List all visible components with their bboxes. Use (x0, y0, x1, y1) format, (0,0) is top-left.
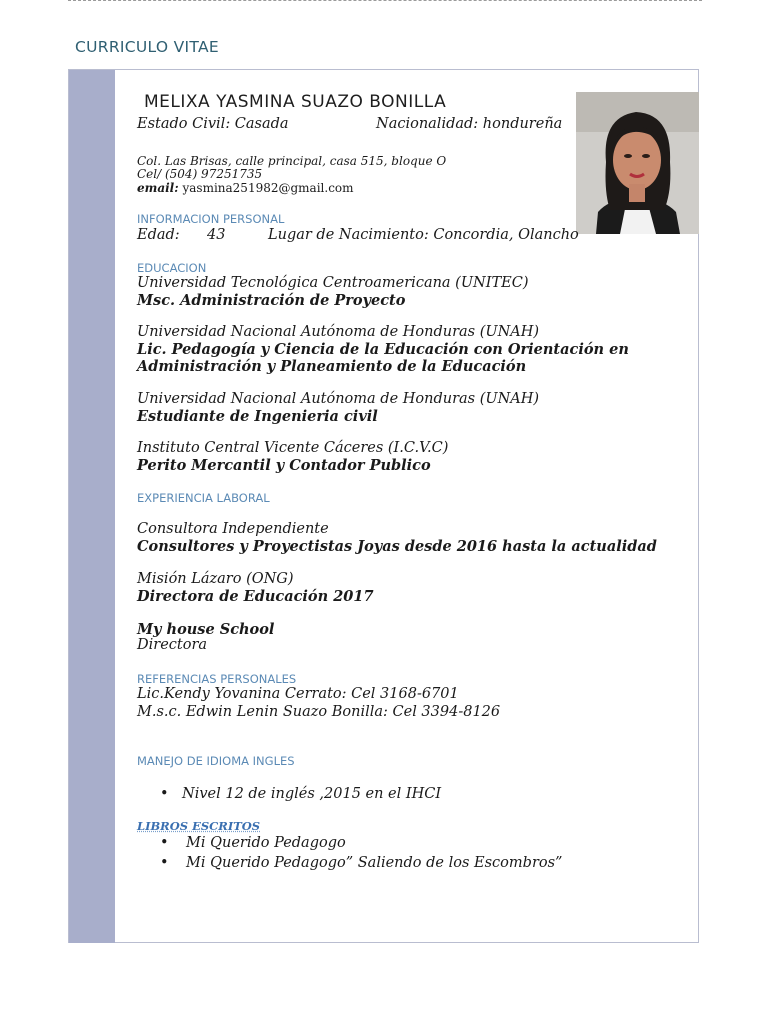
reference-item: Lic.Kendy Yovanina Cerrato: Cel 3168-6701 (137, 686, 459, 702)
education-degree: Lic. Pedagogía y Ciencia de la Educación con Orientación en (137, 341, 629, 358)
phone: Cel/ (504) 97251735 (137, 167, 263, 181)
education-degree: Perito Mercantil y Contador Publico (137, 457, 431, 474)
book-item-text: Mi Querido Pedagogo (186, 835, 346, 851)
email-label: email: (137, 181, 179, 195)
education-institution: Universidad Nacional Autónoma de Honduras (UNAH) (137, 324, 540, 340)
nationality: Nacionalidad: hondureña (376, 116, 563, 132)
section-heading-books: LIBROS ESCRITOS (137, 819, 261, 833)
book-item (160, 835, 346, 851)
education-degree: Administración y Planeamiento de la Educación (137, 358, 527, 375)
section-heading-experience: EXPERIENCIA LABORAL (137, 491, 270, 505)
education-institution: Universidad Tecnológica Centroamericana (UNITEC) (137, 275, 529, 291)
section-heading-personal: INFORMACION PERSONAL (137, 212, 285, 226)
profile-photo (576, 92, 699, 234)
experience-employer: Misión Lázaro (ONG) (137, 571, 294, 587)
language-item (160, 786, 441, 802)
section-heading-references: REFERENCIAS PERSONALES (137, 672, 297, 686)
reference-item: M.s.c. Edwin Lenin Suazo Bonilla: Cel 3394-8126 (137, 704, 501, 720)
bullet-icon: • (160, 786, 169, 802)
language-item-text: Nivel 12 de inglés ,2015 en el IHCI (182, 786, 442, 802)
civil-status: Estado Civil: Casada (137, 116, 289, 132)
age-value: 43 (207, 227, 226, 243)
experience-role: Directora (137, 637, 208, 653)
education-institution: Universidad Nacional Autónoma de Honduras (UNAH) (137, 391, 540, 407)
experience-role: Consultores y Proyectistas Joyas desde 2016 hasta la actualidad (137, 538, 657, 555)
book-item-text: Mi Querido Pedagogo” Saliendo de los Escombros” (186, 855, 563, 871)
bullet-icon: • (160, 855, 169, 871)
decorative-side-bar (69, 70, 115, 943)
experience-employer: My house School (137, 621, 275, 638)
section-heading-education: EDUCACION (137, 261, 207, 275)
experience-employer: Consultora Independiente (137, 521, 329, 537)
birthplace: Lugar de Nacimiento: Concordia, Olancho (268, 227, 579, 243)
email-row (137, 181, 354, 195)
education-degree: Estudiante de Ingenieria civil (137, 408, 378, 425)
bullet-icon: • (160, 835, 169, 851)
age-label: Edad: (137, 227, 180, 243)
education-institution: Instituto Central Vicente Cáceres (I.C.V.C) (137, 440, 449, 456)
top-dashed-rule (68, 0, 702, 1)
document-title: CURRICULO VITAE (75, 38, 219, 56)
candidate-name: MELIXA YASMINA SUAZO BONILLA (144, 92, 447, 112)
experience-role: Directora de Educación 2017 (137, 588, 374, 605)
address: Col. Las Brisas, calle principal, casa 515, bloque O (137, 154, 447, 168)
book-item (160, 855, 562, 871)
email-value: yasmina251982@gmail.com (182, 181, 354, 195)
section-heading-language: MANEJO DE IDIOMA INGLES (137, 754, 295, 768)
education-degree: Msc. Administración de Proyecto (137, 292, 406, 309)
